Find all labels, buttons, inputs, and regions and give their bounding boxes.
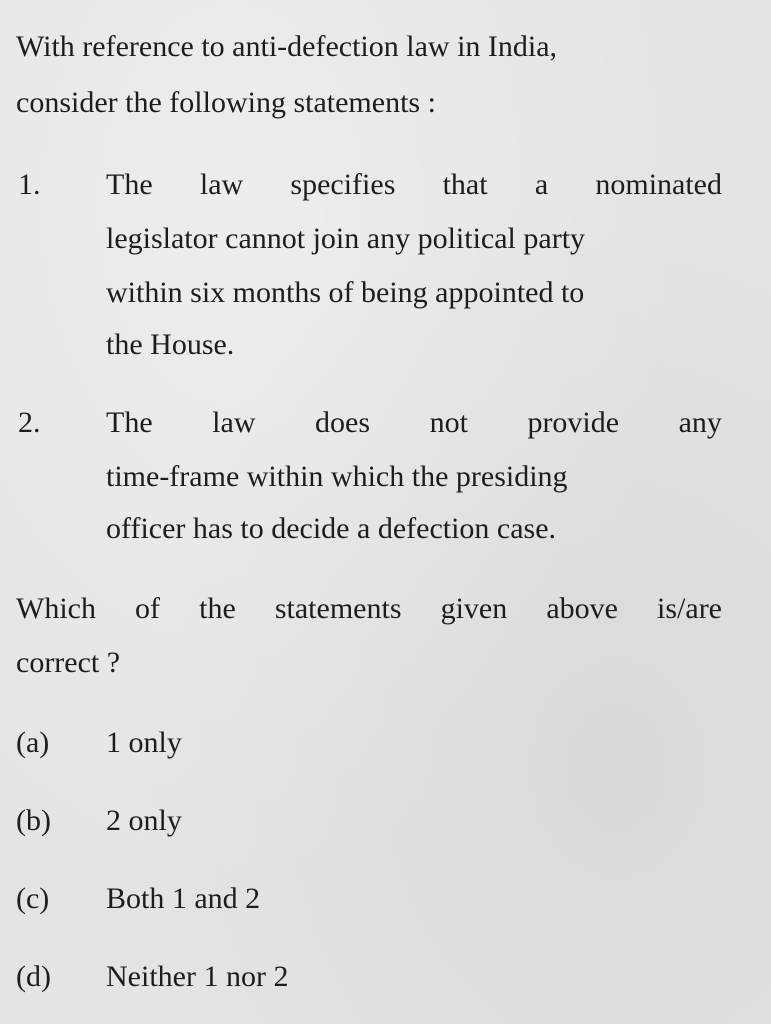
word: nominated [595, 168, 722, 201]
word: any [678, 406, 722, 439]
option-a-label[interactable]: (a) [16, 726, 50, 759]
option-b-text[interactable]: 2 only [106, 804, 182, 837]
word: law [212, 406, 256, 439]
option-d-text[interactable]: Neither 1 nor 2 [106, 960, 289, 993]
word: of [135, 592, 161, 625]
statement-2-line-1 [106, 408, 722, 438]
word: statements [274, 592, 402, 625]
word: that [442, 168, 488, 201]
word: law [199, 168, 244, 201]
word: not [429, 406, 468, 439]
statement-1-number: 1. [18, 168, 41, 201]
statement-1-line-3: within six months of being appointed to [106, 276, 585, 309]
option-d-label[interactable]: (d) [16, 960, 51, 993]
word: The [106, 168, 153, 201]
word: The [106, 406, 153, 439]
option-a-text[interactable]: 1 only [106, 726, 182, 759]
word: does [315, 406, 371, 439]
question-stem-line-2: consider the following statements : [16, 86, 436, 119]
word: given [440, 592, 508, 625]
word: is/are [657, 592, 722, 625]
statement-2-line-3: officer has to decide a defection case. [106, 512, 557, 545]
word: the [199, 592, 236, 625]
word: specifies [290, 168, 396, 201]
option-c-text[interactable]: Both 1 and 2 [106, 882, 261, 915]
statement-1-line-1 [106, 170, 722, 200]
prompt-line-2: correct ? [16, 646, 121, 679]
word: provide [527, 406, 620, 439]
option-c-label[interactable]: (c) [16, 882, 50, 915]
option-b-label[interactable]: (b) [16, 804, 51, 837]
word: a [534, 168, 549, 201]
word: above [546, 592, 618, 625]
statement-2-number: 2. [18, 406, 41, 439]
statement-2-line-2: time-frame within which the presiding [106, 460, 568, 493]
prompt-line-1 [16, 594, 722, 624]
question-stem-line-1: With reference to anti-defection law in India, [16, 30, 558, 63]
statement-1-line-2: legislator cannot join any political party [106, 222, 586, 255]
word: Which [16, 592, 96, 625]
statement-1-line-4: the House. [106, 328, 235, 361]
